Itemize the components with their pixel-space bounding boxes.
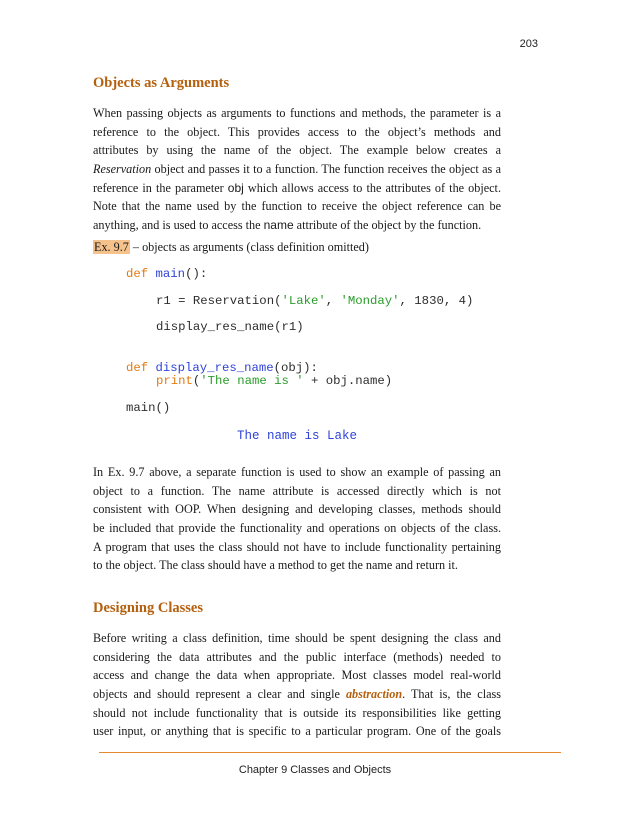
footer-divider (99, 752, 561, 753)
code-line-r1: r1 = Reservation('Lake', 'Monday', 1830, 4) (156, 294, 474, 308)
text-line: Note that the name used by the function to receive the object reference can be (93, 199, 501, 214)
example-caption: Ex. 9.7 – objects as arguments (class definition omitted) (94, 240, 369, 254)
text-line: reference to the object. This provides access to the object’s methods and (93, 124, 501, 139)
text-line: anything, and is used to access the name attribute of the object by the function. (93, 218, 482, 233)
text-line: When passing objects as arguments to functions and methods, the parameter is a (93, 106, 501, 120)
text-line: Before writing a class definition, time should be spent designing the class and (93, 631, 501, 645)
page-number: 203 (519, 38, 538, 50)
footer-chapter-title: Chapter 9 Classes and Objects (238, 764, 392, 776)
text-line: consistent with OOP. When designing and developing classes, methods should (93, 502, 501, 517)
example-label: Ex. 9.7 (94, 240, 129, 254)
text-line: should not include functionality that is outside its responsibilities like getting (93, 705, 501, 720)
program-output: The name is Lake (237, 429, 358, 443)
text-line: considering the data attributes and the public interface (methods) needed to (93, 649, 501, 664)
paragraph-designing-classes (93, 629, 501, 741)
text-line: to the object. The class should have a method to get the name and return it. (93, 558, 458, 573)
code-line-print: print('The name is ' + obj.name) (156, 374, 393, 388)
text-line: reference in the parameter obj which allows access to the attributes of the object. (93, 180, 501, 195)
paragraph-explanation (93, 463, 501, 575)
text-line: attributes by using the name of the object. The example below creates a (93, 143, 501, 158)
abstraction-term: abstraction (345, 687, 403, 702)
inline-code-obj: obj (227, 180, 244, 195)
text-line: A program that uses the class should not have to include functionality pertaining (93, 539, 501, 554)
text-line: access and change the data when appropriate. Most classes model real-world (93, 668, 501, 683)
text-line: user input, or anything that is specific to a particular program. One of the goals (93, 724, 501, 739)
paragraph-objects-as-arguments (93, 104, 501, 235)
text-line: objects and should represent a clear and single abstraction. That is, the class (93, 687, 501, 702)
code-line-def-main: def main(): (126, 267, 208, 281)
code-line-def-display: def display_res_name(obj): (126, 361, 318, 375)
text-line: be included that provide the functionality and operations on objects of the class. (93, 521, 501, 536)
italic-reservation: Reservation (93, 162, 152, 177)
text-line: Reservation object and passes it to a function. The function receives the object as a (93, 162, 501, 177)
section-heading-designing-classes: Designing Classes (93, 600, 203, 616)
code-line-main-call: main() (126, 401, 171, 415)
section-heading-objects-as-arguments: Objects as Arguments (93, 75, 230, 91)
inline-code-name: name (263, 218, 294, 233)
text-line: In Ex. 9.7 above, a separate function is used to show an example of passing an (93, 465, 501, 479)
text-line: object to a function. The name attribute is accessed directly which is not (93, 483, 501, 498)
code-line-call-display: display_res_name(r1) (156, 320, 304, 334)
